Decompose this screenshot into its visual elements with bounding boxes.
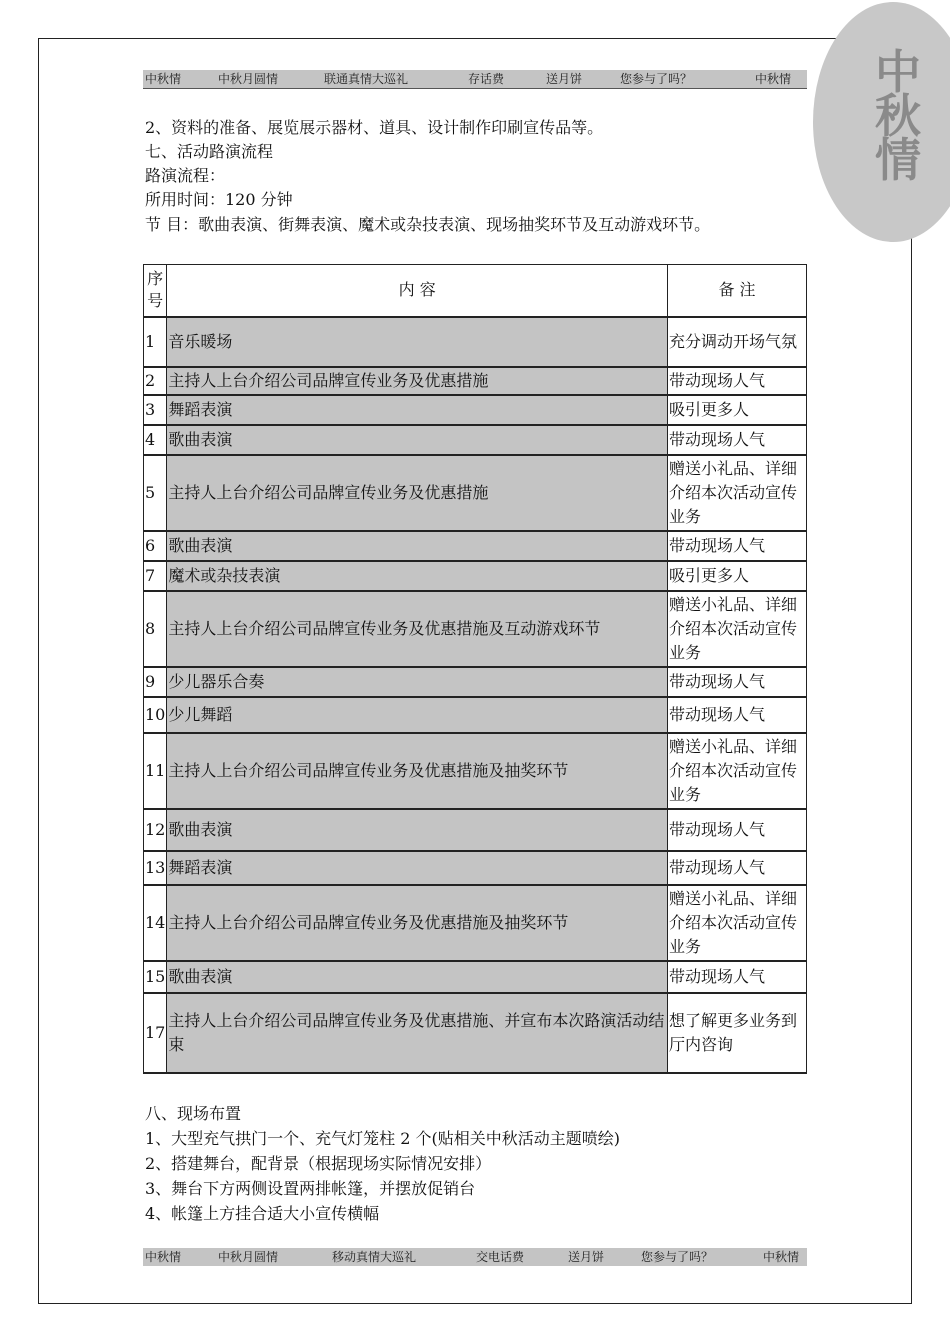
schedule-table bbox=[143, 264, 807, 1074]
table-row bbox=[144, 733, 807, 809]
badge-char: 情 bbox=[875, 133, 921, 187]
row-note: 带动现场人气 bbox=[668, 425, 807, 455]
row-content: 歌曲表演 bbox=[167, 531, 668, 561]
row-content: 歌曲表演 bbox=[167, 425, 668, 455]
row-note: 想了解更多业务到厅内咨询 bbox=[668, 993, 807, 1073]
table-row bbox=[144, 395, 807, 425]
table-row bbox=[144, 317, 807, 367]
layout-line: 4、帐篷上方挂合适大小宣传横幅 bbox=[145, 1204, 380, 1223]
row-no: 14 bbox=[144, 885, 167, 961]
row-no: 4 bbox=[144, 425, 167, 455]
row-content: 歌曲表演 bbox=[167, 961, 668, 993]
header-no-top: 序 bbox=[147, 269, 164, 289]
table-header-row bbox=[144, 265, 807, 317]
table-row bbox=[144, 885, 807, 961]
footer-item: 中秋情 bbox=[145, 1250, 182, 1264]
table-row bbox=[144, 851, 807, 885]
row-no: 9 bbox=[144, 667, 167, 697]
row-content: 少儿舞蹈 bbox=[167, 697, 668, 733]
footer-item: 移动真情大巡礼 bbox=[332, 1250, 417, 1264]
row-note: 带动现场人气 bbox=[668, 697, 807, 733]
row-note: 赠送小礼品、详细介绍本次活动宣传业务 bbox=[668, 885, 807, 961]
row-no: 6 bbox=[144, 531, 167, 561]
footer-item: 送月饼 bbox=[568, 1250, 605, 1264]
intro-line: 节 目：歌曲表演、街舞表演、魔术或杂技表演、现场抽奖环节及互动游戏环节。 bbox=[145, 215, 711, 234]
footer-item: 交电话费 bbox=[476, 1250, 525, 1264]
row-content: 主持人上台介绍公司品牌宣传业务及优惠措施 bbox=[167, 367, 668, 395]
layout-line: 3、舞台下方两侧设置两排帐篷，并摆放促销台 bbox=[145, 1179, 476, 1198]
intro-line: 2、资料的准备、展览展示器材、道具、设计制作印刷宣传品等。 bbox=[145, 118, 604, 137]
row-note: 带动现场人气 bbox=[668, 961, 807, 993]
row-note: 吸引更多人 bbox=[668, 395, 807, 425]
section-heading: 七、活动路演流程 bbox=[145, 142, 274, 161]
intro-line: 路演流程： bbox=[145, 166, 226, 185]
footer-item: 中秋月圆情 bbox=[218, 1250, 279, 1264]
header-item: 中秋情 bbox=[145, 72, 182, 86]
footer-item: 中秋情 bbox=[763, 1250, 800, 1264]
header-item: 联通真情大巡礼 bbox=[324, 72, 409, 86]
row-content: 音乐暖场 bbox=[167, 317, 668, 367]
header-item: 您参与了吗？ bbox=[620, 72, 693, 86]
row-note: 充分调动开场气氛 bbox=[668, 317, 807, 367]
row-note: 赠送小礼品、详细介绍本次活动宣传业务 bbox=[668, 591, 807, 667]
row-note: 吸引更多人 bbox=[668, 561, 807, 591]
page-footer bbox=[143, 1248, 807, 1266]
mid-autumn-badge-text bbox=[858, 45, 938, 187]
row-no: 8 bbox=[144, 591, 167, 667]
table-row bbox=[144, 455, 807, 531]
layout-line: 2、搭建舞台，配背景（根据现场实际情况安排） bbox=[145, 1154, 492, 1173]
header-no bbox=[144, 265, 167, 317]
row-content: 主持人上台介绍公司品牌宣传业务及优惠措施及抽奖环节 bbox=[167, 733, 668, 809]
row-content: 舞蹈表演 bbox=[167, 395, 668, 425]
row-content: 少儿器乐合奏 bbox=[167, 667, 668, 697]
row-no: 13 bbox=[144, 851, 167, 885]
row-content: 舞蹈表演 bbox=[167, 851, 668, 885]
header-no-bottom: 号 bbox=[147, 291, 164, 311]
row-no: 2 bbox=[144, 367, 167, 395]
table-row bbox=[144, 809, 807, 851]
row-no: 10 bbox=[144, 697, 167, 733]
row-no: 11 bbox=[144, 733, 167, 809]
footer-item: 您参与了吗？ bbox=[641, 1250, 714, 1264]
row-note: 带动现场人气 bbox=[668, 667, 807, 697]
badge-char: 中 bbox=[875, 45, 921, 99]
header-note: 备 注 bbox=[668, 265, 807, 317]
table-row bbox=[144, 961, 807, 993]
row-content: 主持人上台介绍公司品牌宣传业务及优惠措施及互动游戏环节 bbox=[167, 591, 668, 667]
row-content: 魔术或杂技表演 bbox=[167, 561, 668, 591]
table-row bbox=[144, 425, 807, 455]
table-row bbox=[144, 531, 807, 561]
header-content: 内 容 bbox=[167, 265, 668, 317]
row-no: 17 bbox=[144, 993, 167, 1073]
row-content: 主持人上台介绍公司品牌宣传业务及优惠措施、并宣布本次路演活动结束 bbox=[167, 993, 668, 1073]
layout-line: 1、大型充气拱门一个、充气灯笼柱 2 个(贴相关中秋活动主题喷绘) bbox=[145, 1129, 621, 1148]
row-no: 7 bbox=[144, 561, 167, 591]
row-note: 带动现场人气 bbox=[668, 851, 807, 885]
row-content: 歌曲表演 bbox=[167, 809, 668, 851]
row-no: 5 bbox=[144, 455, 167, 531]
row-note: 赠送小礼品、详细介绍本次活动宣传业务 bbox=[668, 733, 807, 809]
table-row bbox=[144, 591, 807, 667]
row-no: 15 bbox=[144, 961, 167, 993]
header-item: 中秋月圆情 bbox=[218, 72, 279, 86]
row-note: 带动现场人气 bbox=[668, 809, 807, 851]
row-note: 带动现场人气 bbox=[668, 531, 807, 561]
row-no: 3 bbox=[144, 395, 167, 425]
table-row bbox=[144, 367, 807, 395]
row-note: 赠送小礼品、详细介绍本次活动宣传业务 bbox=[668, 455, 807, 531]
table-row bbox=[144, 697, 807, 733]
row-content: 主持人上台介绍公司品牌宣传业务及优惠措施及抽奖环节 bbox=[167, 885, 668, 961]
table-row bbox=[144, 993, 807, 1073]
row-note: 带动现场人气 bbox=[668, 367, 807, 395]
header-item: 存话费 bbox=[468, 72, 505, 86]
row-no: 12 bbox=[144, 809, 167, 851]
row-content: 主持人上台介绍公司品牌宣传业务及优惠措施 bbox=[167, 455, 668, 531]
badge-char: 秋 bbox=[875, 89, 921, 143]
header-item: 中秋情 bbox=[755, 72, 792, 86]
header-item: 送月饼 bbox=[546, 72, 583, 86]
section-heading: 八、现场布置 bbox=[145, 1104, 242, 1123]
row-no: 1 bbox=[144, 317, 167, 367]
page-header bbox=[143, 70, 807, 89]
table-row bbox=[144, 561, 807, 591]
intro-line: 所用时间：120 分钟 bbox=[145, 190, 293, 209]
table-row bbox=[144, 667, 807, 697]
